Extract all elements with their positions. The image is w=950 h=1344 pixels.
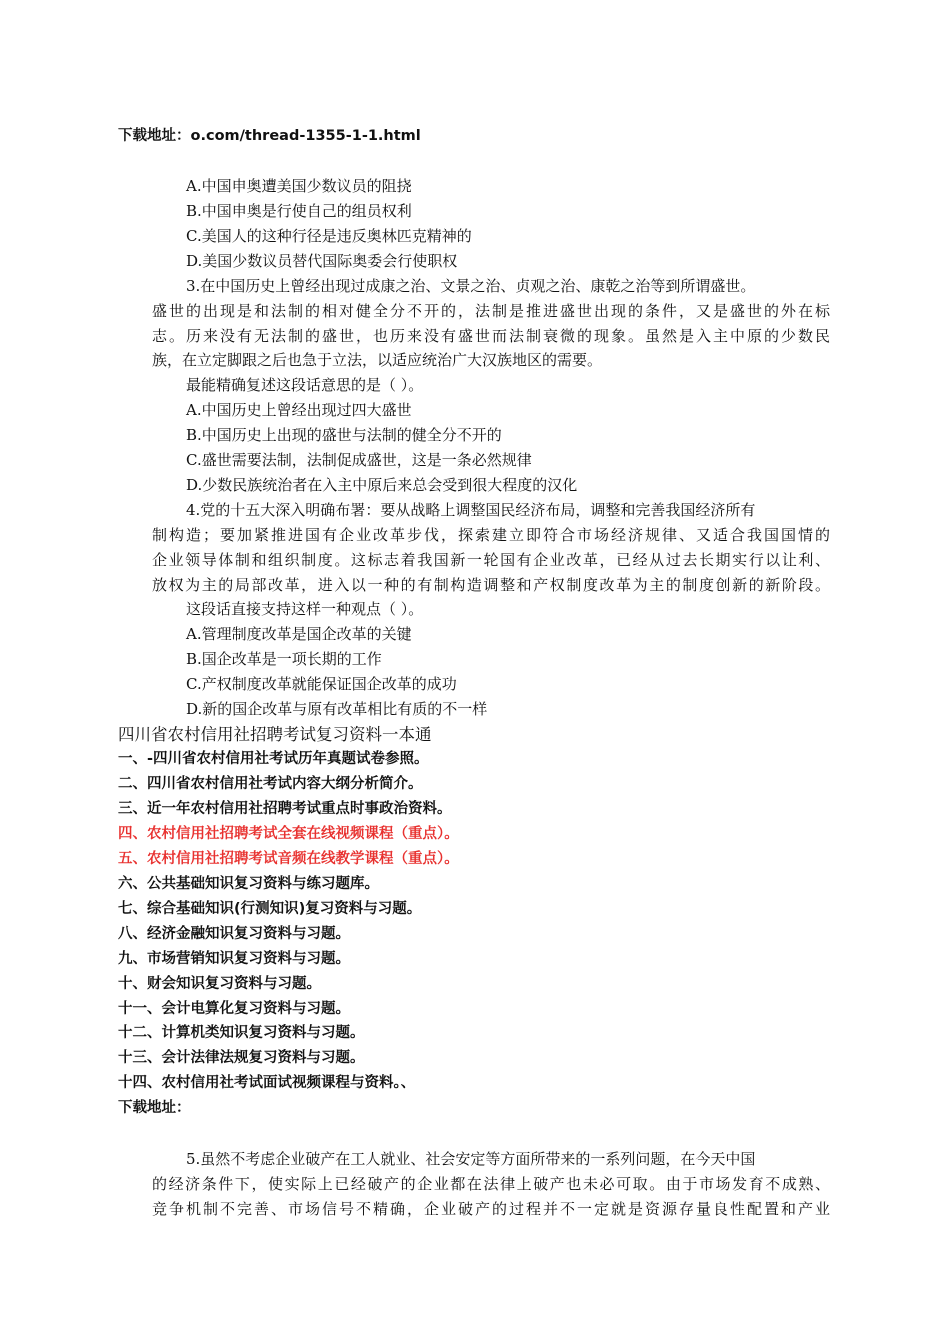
ad-item-8: 八、经济金融知识复习资料与习题。 (118, 926, 350, 942)
q4-line-4: 放权为主的局部改革，进入以一种的有制构造调整和产权制度改革为主的制度创新的新阶段。 (152, 576, 830, 594)
ad-item-3: 三、近一年农村信用社招聘考试重点时事政治资料。 (118, 801, 452, 817)
q4-question: 这段话直接支持这样一种观点（ ）。 (186, 600, 424, 618)
ad-item-11: 十一、会计电算化复习资料与习题。 (118, 1001, 350, 1017)
q2-option-c: C.美国人的这种行径是违反奥林匹克精神的 (186, 227, 472, 245)
q3-option-b: B.中国历史上出现的盛世与法制的健全分不开的 (186, 426, 502, 444)
ad-item-10: 十、财会知识复习资料与习题。 (118, 976, 321, 992)
q3-option-d: D.少数民族统治者在入主中原后来总会受到很大程度的汉化 (186, 476, 578, 494)
download-url[interactable]: o.com/thread-1355-1-1.html (190, 128, 421, 144)
q5-line-3: 竞争机制不完善、市场信号不精确，企业破产的过程并不一定就是资源存量良性配置和产业 (152, 1200, 830, 1218)
ad-download-label: 下载地址： (118, 1100, 191, 1116)
q3-line-1: 3.在中国历史上曾经出现过成康之治、文景之治、贞观之治、康乾之治等到所谓盛世。 (186, 277, 756, 295)
q4-option-d: D.新的国企改革与原有改革相比有质的不一样 (186, 700, 488, 718)
q4-option-b: B.国企改革是一项长期的工作 (186, 650, 382, 668)
q2-option-d: D.美国少数议员替代国际奥委会行使职权 (186, 252, 458, 270)
ad-item-5: 五、农村信用社招聘考试音频在线教学课程（重点）。 (118, 851, 459, 867)
ad-item-7: 七、综合基础知识(行测知识)复习资料与习题。 (118, 901, 422, 917)
q2-option-a: A.中国申奥遭美国少数议员的阻挠 (186, 177, 412, 195)
ad-title: 四川省农村信用社招聘考试复习资料一本通 (118, 725, 432, 744)
q4-line-1: 4.党的十五大深入明确布署：要从战略上调整国民经济布局，调整和完善我国经济所有 (186, 501, 756, 519)
download-address-top (118, 124, 421, 149)
q4-line-3: 企业领导体制和组织制度。这标志着我国新一轮国有企业改革，已经从过去长期实行以让利、 (152, 551, 830, 569)
q3-line-4: 族，在立定脚跟之后也急于立法，以适应统治广大汉族地区的需要。 (152, 351, 603, 369)
ad-item-4: 四、农村信用社招聘考试全套在线视频课程（重点）。 (118, 826, 459, 842)
q5-line-2: 的经济条件下，使实际上已经破产的企业都在法律上破产也未必可取。由于市场发育不成熟、 (152, 1175, 830, 1193)
ad-item-6: 六、公共基础知识复习资料与练习题库。 (118, 876, 379, 892)
ad-item-2: 二、四川省农村信用社考试内容大纲分析简介。 (118, 776, 423, 792)
q4-option-a: A.管理制度改革是国企改革的关键 (186, 625, 412, 643)
q2-option-b: B.中国申奥是行使自己的组员权利 (186, 202, 412, 220)
ad-item-13: 十三、会计法律法规复习资料与习题。 (118, 1050, 365, 1066)
q4-option-c: C.产权制度改革就能保证国企改革的成功 (186, 675, 457, 693)
download-label: 下载地址： (118, 128, 191, 144)
q3-line-3: 志。历来没有无法制的盛世，也历来没有盛世而法制衰微的现象。虽然是入主中原的少数民 (152, 327, 830, 345)
q3-question: 最能精确复述这段话意思的是（ ）。 (186, 376, 424, 394)
ad-item-1: 一、-四川省农村信用社考试历年真题试卷参照。 (118, 751, 429, 767)
q3-option-a: A.中国历史上曾经出现过四大盛世 (186, 401, 412, 419)
ad-item-14: 十四、农村信用社考试面试视频课程与资料。、 (118, 1075, 416, 1091)
q3-line-2: 盛世的出现是和法制的相对健全分不开的，法制是推进盛世出现的条件，又是盛世的外在标 (152, 302, 830, 320)
q3-option-c: C.盛世需要法制，法制促成盛世，这是一条必然规律 (186, 451, 532, 469)
q4-line-2: 制构造；要加紧推进国有企业改革步伐，探索建立即符合市场经济规律、又适合我国国情的 (152, 526, 830, 544)
q5-line-1: 5.虽然不考虑企业破产在工人就业、社会安定等方面所带来的一系列问题，在今天中国 (186, 1150, 756, 1168)
ad-item-9: 九、市场营销知识复习资料与习题。 (118, 951, 350, 967)
ad-item-12: 十二、计算机类知识复习资料与习题。 (118, 1025, 365, 1041)
